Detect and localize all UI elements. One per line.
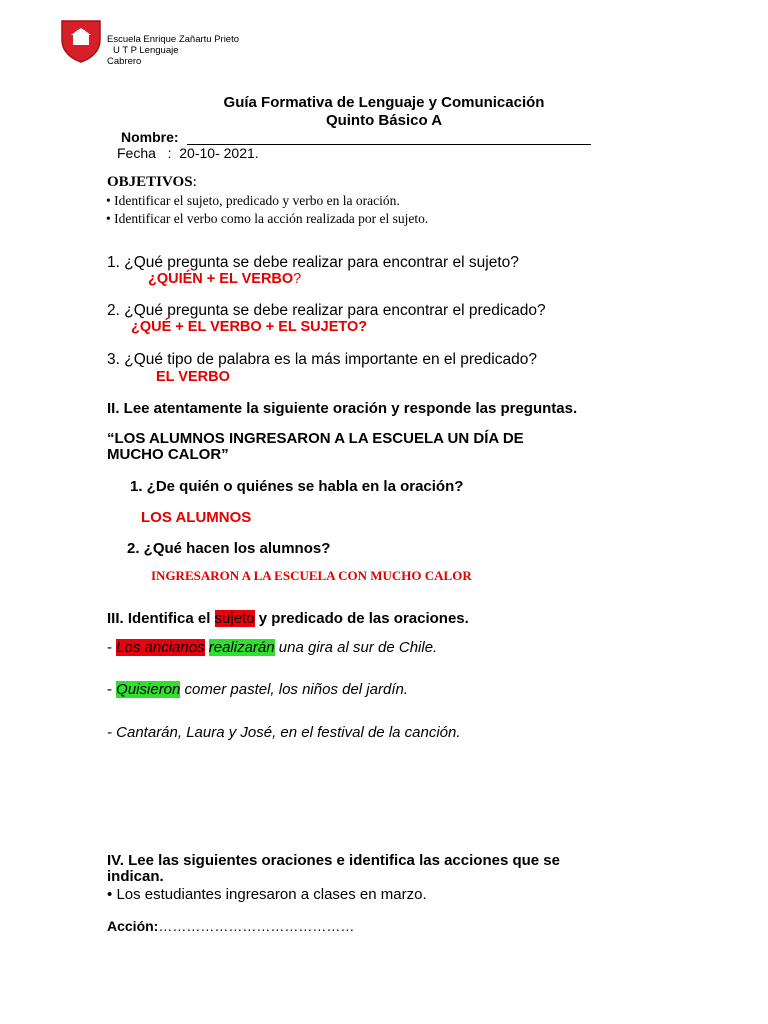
question-1: 1. ¿Qué pregunta se debe realizar para encontrar el sujeto? — [107, 254, 519, 271]
nombre-label: Nombre: — [121, 129, 179, 145]
answer-1: ¿QUIÉN + EL VERBO? — [148, 271, 302, 287]
bullet-icon: • — [106, 211, 111, 226]
predicate-highlight: realizarán — [208, 639, 275, 656]
subject-highlight: Los ancianos — [116, 639, 205, 656]
guide-subtitle: Quinto Básico A — [325, 112, 443, 129]
quoted-sentence-line2: MUCHO CALOR” — [107, 446, 229, 463]
section-4-heading-line2: indican. — [107, 868, 164, 885]
section-2-answer-1: LOS ALUMNOS — [141, 509, 252, 526]
question-2: 2. ¿Qué pregunta se debe realizar para encontrar el predicado? — [107, 302, 546, 319]
bullet-icon: • — [107, 886, 113, 903]
answer-3: EL VERBO — [156, 369, 230, 385]
school-name: Escuela Enrique Zañartu Prieto — [107, 34, 240, 45]
fecha-value: 20-10- 2021. — [179, 145, 259, 161]
accion-label: Acción: — [107, 918, 159, 934]
section-2-answer-2: INGRESARON A LA ESCUELA CON MUCHO CALOR — [151, 568, 472, 583]
school-department: U T P Lenguaje — [113, 45, 179, 56]
objetivo-item: • Identificar el verbo como la acción realizada por el sujeto. — [106, 211, 429, 226]
fecha-field — [117, 145, 259, 161]
example-sentence-1: - Los ancianos realizarán una gira al sur de Chile. — [107, 639, 438, 656]
section-3-heading: III. Identifica el sujeto y predicado de las oraciones. — [107, 610, 469, 627]
objetivos-heading: OBJETIVOS: — [107, 174, 197, 190]
school-shield-logo-icon — [58, 18, 104, 64]
section-2-question-1: 1. ¿De quién o quiénes se habla en la oración? — [130, 478, 464, 495]
nombre-blank-line[interactable] — [187, 131, 591, 145]
school-info — [107, 34, 239, 67]
example-sentence-2: - Quisieron comer pastel, los niños del jardín. — [107, 681, 408, 698]
predicate-highlight: Quisieron — [116, 681, 181, 698]
accion-field[interactable] — [107, 918, 354, 934]
question-3: 3. ¿Qué tipo de palabra es la más importante en el predicado? — [107, 351, 537, 368]
quoted-sentence-line1: “LOS ALUMNOS INGRESARON A LA ESCUELA UN DÍA DE — [107, 430, 524, 447]
sujeto-highlight: sujeto — [214, 610, 255, 627]
bullet-icon: • — [106, 193, 111, 208]
section-2-question-2: 2. ¿Qué hacen los alumnos? — [127, 540, 331, 557]
section-4-bullet: • Los estudiantes ingresaron a clases en marzo. — [107, 886, 427, 903]
accion-dots: …………………………………… — [158, 918, 355, 934]
fecha-separator: : — [167, 145, 172, 161]
example-sentence-3: - Cantarán, Laura y José, en el festival de la canción. — [107, 724, 461, 741]
fecha-label: Fecha — [117, 145, 156, 161]
guide-title: Guía Formativa de Lenguaje y Comunicación — [223, 94, 545, 111]
section-2-heading: II. Lee atentamente la siguiente oración y responde las preguntas. — [107, 400, 578, 417]
nombre-field — [121, 129, 591, 145]
section-4-heading-line1: IV. Lee las siguientes oraciones e identifica las acciones que se — [107, 852, 560, 869]
objetivo-item: • Identificar el sujeto, predicado y verbo en la oración. — [106, 193, 400, 208]
answer-2: ¿QUÉ + EL VERBO + EL SUJETO? — [131, 319, 368, 335]
school-city: Cabrero — [107, 56, 142, 67]
